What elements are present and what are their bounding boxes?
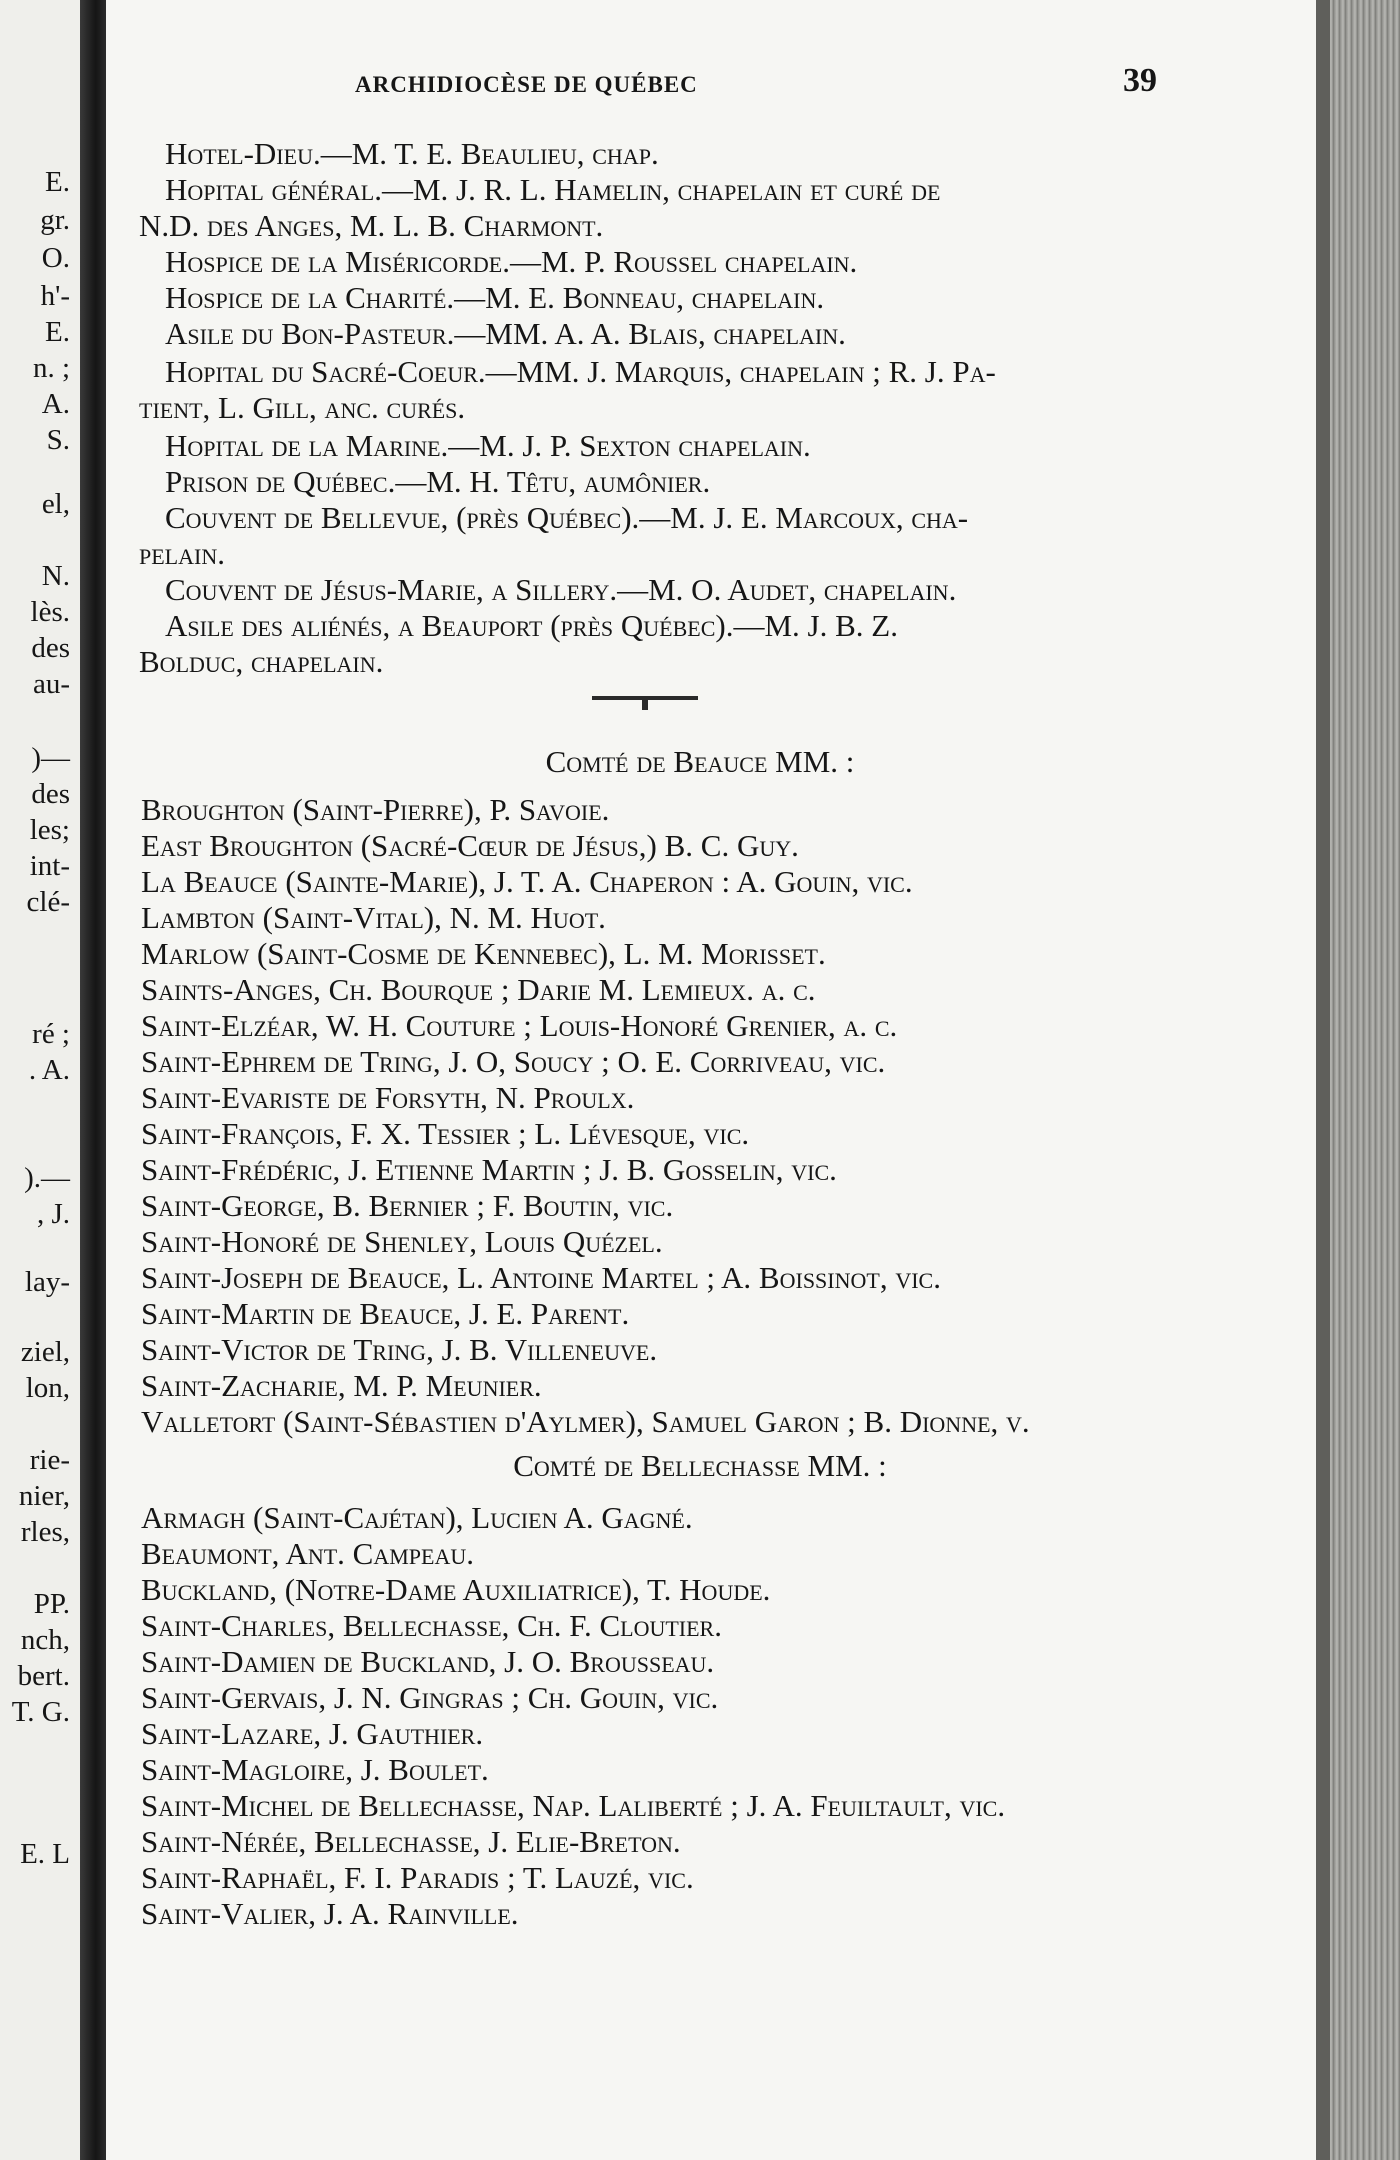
institution-line: Hospice de la Charité.—M. E. Bonneau, chapelain. — [165, 280, 825, 315]
margin-fragment: au- — [32, 668, 70, 700]
parish-entry: Saint-Damien de Buckland, J. O. Brousseau. — [141, 1644, 715, 1679]
county-heading-beauce: Comté de Beauce MM. : — [545, 744, 855, 779]
parish-entry: Saint-Michel de Bellechasse, Nap. Laliberté ; J. A. Feuiltault, vic. — [141, 1788, 1006, 1823]
margin-fragment: ré ; — [32, 1018, 70, 1050]
parish-entry: Saint-Gervais, J. N. Gingras ; Ch. Gouin, vic. — [141, 1680, 719, 1715]
parish-entry: Saint-Ephrem de Tring, J. O, Soucy ; O. E. Corriveau, vic. — [141, 1044, 886, 1079]
parish-entry: Saint-François, F. X. Tessier ; L. Lévesque, vic. — [141, 1116, 750, 1151]
margin-fragment: les; — [29, 814, 70, 846]
margin-fragment: )— — [31, 742, 70, 774]
margin-fragment: ).— — [24, 1162, 70, 1194]
margin-fragment: nier, — [18, 1480, 70, 1512]
parish-entry: Saint-Charles, Bellechasse, Ch. F. Cloutier. — [141, 1608, 722, 1643]
margin-fragment: nch, — [20, 1624, 70, 1656]
institution-line: Couvent de Jésus-Marie, a Sillery.—M. O. Audet, chapelain. — [165, 572, 957, 607]
parish-entry: Beaumont, Ant. Campeau. — [141, 1536, 474, 1571]
parish-entry: Saint-Zacharie, M. P. Meunier. — [141, 1368, 542, 1403]
parish-entry: Saint-Honoré de Shenley, Louis Quézel. — [141, 1224, 663, 1259]
parish-entry: Valletort (Saint-Sébastien d'Aylmer), Samuel Garon ; B. Dionne, v. — [141, 1404, 1030, 1439]
margin-fragment: . A. — [28, 1054, 70, 1086]
parish-entry: Marlow (Saint-Cosme de Kennebec), L. M. Morisset. — [141, 936, 826, 971]
county-heading-bellechasse: Comté de Bellechasse MM. : — [513, 1448, 887, 1483]
running-head: ARCHIDIOCÈSE DE QUÉBEC — [355, 72, 698, 97]
margin-fragment: E. — [45, 166, 70, 198]
institution-line: pelain. — [139, 536, 225, 571]
margin-fragment: A. — [41, 388, 70, 420]
institution-line: Couvent de Bellevue, (près Québec).—M. J. E. Marcoux, cha- — [165, 500, 969, 535]
parish-entry: Saint-Nérée, Bellechasse, J. Elie-Breton. — [141, 1824, 681, 1859]
parish-entry: Saint-Frédéric, J. Etienne Martin ; J. B. Gosselin, vic. — [141, 1152, 837, 1187]
margin-fragment: gr. — [40, 204, 70, 236]
institution-line: tient, L. Gill, anc. curés. — [139, 390, 466, 425]
institution-line: Bolduc, chapelain. — [139, 644, 384, 679]
margin-fragment: O. — [41, 242, 70, 274]
margin-fragment: lon, — [25, 1372, 70, 1404]
parish-entry: Saint-Evariste de Forsyth, N. Proulx. — [141, 1080, 635, 1115]
parish-entry: Saint-Victor de Tring, J. B. Villeneuve. — [141, 1332, 658, 1367]
institution-line: Prison de Québec.—M. H. Têtu, aumônier. — [165, 464, 711, 499]
parish-entry: Saint-Martin de Beauce, J. E. Parent. — [141, 1296, 630, 1331]
margin-fragment: des — [31, 778, 70, 810]
page-edges — [1316, 0, 1400, 2160]
margin-fragment: , J. — [36, 1198, 70, 1230]
margin-fragment: n. ; — [32, 352, 70, 384]
parish-entry: Saint-Lazare, J. Gauthier. — [141, 1716, 484, 1751]
parish-entry: Lambton (Saint-Vital), N. M. Huot. — [141, 900, 606, 935]
margin-fragment: E. — [45, 316, 70, 348]
parish-entry: East Broughton (Sacré-Cœur de Jésus,) B. C. Guy. — [141, 828, 799, 863]
margin-fragment: N. — [41, 560, 70, 592]
margin-fragment: el, — [41, 488, 70, 520]
parish-entry: Armagh (Saint-Cajétan), Lucien A. Gagné. — [141, 1500, 693, 1535]
margin-fragment: T. G. — [11, 1696, 70, 1728]
institution-line: Hopital du Sacré-Coeur.—MM. J. Marquis, chapelain ; R. J. Pa- — [165, 354, 996, 389]
institution-line: Hopital général.—M. J. R. L. Hamelin, chapelain et curé de — [165, 172, 941, 207]
institution-line: Asile du Bon-Pasteur.—MM. A. A. Blais, chapelain. — [165, 316, 846, 351]
page-number: 39 — [1123, 62, 1157, 99]
parish-entry: La Beauce (Sainte-Marie), J. T. A. Chaperon : A. Gouin, vic. — [141, 864, 913, 899]
parish-entry: Saints-Anges, Ch. Bourque ; Darie M. Lemieux. a. c. — [141, 972, 816, 1007]
parish-entry: Saint-Raphaël, F. I. Paradis ; T. Lauzé, vic. — [141, 1860, 694, 1895]
book-gutter — [80, 0, 106, 2160]
margin-fragment: clé- — [26, 886, 70, 918]
margin-fragment: lay- — [24, 1266, 70, 1298]
parish-entry: Broughton (Saint-Pierre), P. Savoie. — [141, 792, 610, 827]
facing-page-fragment — [0, 0, 80, 2160]
margin-fragment: rles, — [20, 1516, 70, 1548]
parish-entry: Saint-Magloire, J. Boulet. — [141, 1752, 489, 1787]
margin-fragment: ziel, — [20, 1336, 70, 1368]
margin-fragment: PP. — [33, 1588, 70, 1620]
section-divider — [592, 696, 698, 700]
parish-entry: Saint-Joseph de Beauce, L. Antoine Martel ; A. Boissinot, vic. — [141, 1260, 941, 1295]
margin-fragment: rie- — [29, 1444, 70, 1476]
institution-line: N.D. des Anges, M. L. B. Charmont. — [139, 208, 604, 243]
institution-line: Asile des aliénés, a Beauport (près Québec).—M. J. B. Z. — [165, 608, 898, 643]
margin-fragment: bert. — [17, 1660, 70, 1692]
parish-entry: Saint-George, B. Bernier ; F. Boutin, vic. — [141, 1188, 674, 1223]
institution-line: Hotel-Dieu.—M. T. E. Beaulieu, chap. — [165, 136, 659, 171]
institution-line: Hospice de la Miséricorde.—M. P. Roussel chapelain. — [165, 244, 858, 279]
margin-fragment: E. L — [20, 1838, 70, 1870]
margin-fragment: des — [31, 632, 70, 664]
parish-entry: Saint-Elzéar, W. H. Couture ; Louis-Honoré Grenier, a. c. — [141, 1008, 898, 1043]
margin-fragment: S. — [46, 424, 70, 456]
margin-fragment: int- — [29, 850, 70, 882]
margin-fragment: h'- — [40, 280, 70, 312]
parish-entry: Buckland, (Notre-Dame Auxiliatrice), T. Houde. — [141, 1572, 771, 1607]
parish-entry: Saint-Valier, J. A. Rainville. — [141, 1896, 519, 1931]
institution-line: Hopital de la Marine.—M. J. P. Sexton chapelain. — [165, 428, 811, 463]
margin-fragment: lès. — [30, 596, 70, 628]
